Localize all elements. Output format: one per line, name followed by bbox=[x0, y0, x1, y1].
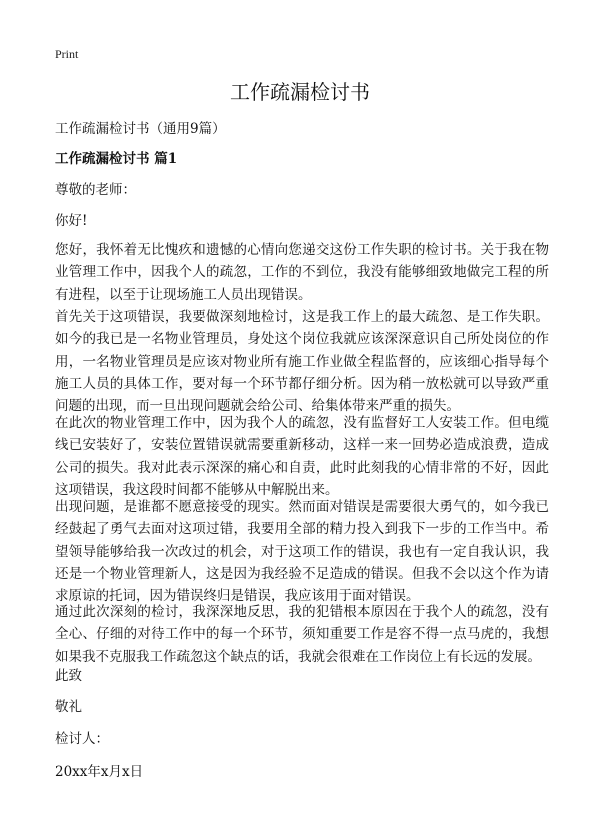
paragraph-1: 您好，我怀着无比愧疚和遗憾的心情向您递交这份工作失职的检讨书。关于我在物业管理工作中，因我个人的疏忽，工作的不到位，我没有能够细致地做完工程的所有进程，以至于让现场施工人员出现错误。 bbox=[55, 242, 549, 303]
salutation: 尊敬的老师： bbox=[55, 182, 136, 198]
document-subtitle: 工作疏漏检讨书（通用9篇） bbox=[55, 121, 226, 137]
paragraph-2: 首先关于这项错误，我要做深刻地检讨，这是我工作上的最大疏忽、是工作失职。如今的我已是一名物业管理员，身处这个岗位我就应该深深意识自己所处岗位的作用，一名物业管理员是应该对物业所有施工作业做全程监督的，应该细心指导每个施工人员的具体工作，要对每一个环节都仔细分析。因为稍一放松就可以导致严重问题的出现，而一旦出现问题就会给公司、给集体带来严重的损失。 bbox=[55, 309, 549, 415]
paragraph-5: 通过此次深刻的检讨，我深深地反思，我的犯错根本原因在于我个人的疏忽，没有全心、仔细的对待工作中的每一个环节，须知重要工作是容不得一点马虎的，我想如果我不克服我工作疏忽这个缺点的话，我就会很难在工作岗位上有长远的发展。 bbox=[55, 604, 549, 665]
signer-label: 检讨人： bbox=[55, 731, 109, 747]
date: 20xx年x月x日 bbox=[55, 764, 144, 780]
print-link[interactable]: Print bbox=[55, 47, 79, 61]
page-title: 工作疏漏检讨书 bbox=[230, 80, 370, 104]
regards: 敬礼 bbox=[55, 699, 82, 715]
section-heading: 工作疏漏检讨书 篇1 bbox=[55, 151, 178, 167]
paragraph-3: 在此次的物业管理工作中，因为我个人的疏忽，没有监督好工人安装工作。但电缆线已安装好了，安装位置错误就需要重新移动，这样一来一回势必造成浪费，造成公司的损失。我对此表示深深的痛心和自责，此时此刻我的心情非常的不好，因此这项错误，我这段时间都不能够从中解脱出来。 bbox=[55, 415, 549, 498]
paragraph-4: 出现问题，是谁都不愿意接受的现实。然而面对错误是需要很大勇气的，如今我已经鼓起了勇气去面对这项过错，我要用全部的精力投入到我下一步的工作当中。希望领导能够给我一次改过的机会，对于这项工作的错误，我也有一定自我认识，我还是一个物业管理新人，这是因为我经验不足造成的错误。但我不会以这个作为请求原谅的托词，因为错误终归是错误，我应该用于面对错误。 bbox=[55, 499, 549, 605]
closing: 此致 bbox=[55, 668, 82, 684]
greeting: 你好! bbox=[55, 213, 88, 229]
